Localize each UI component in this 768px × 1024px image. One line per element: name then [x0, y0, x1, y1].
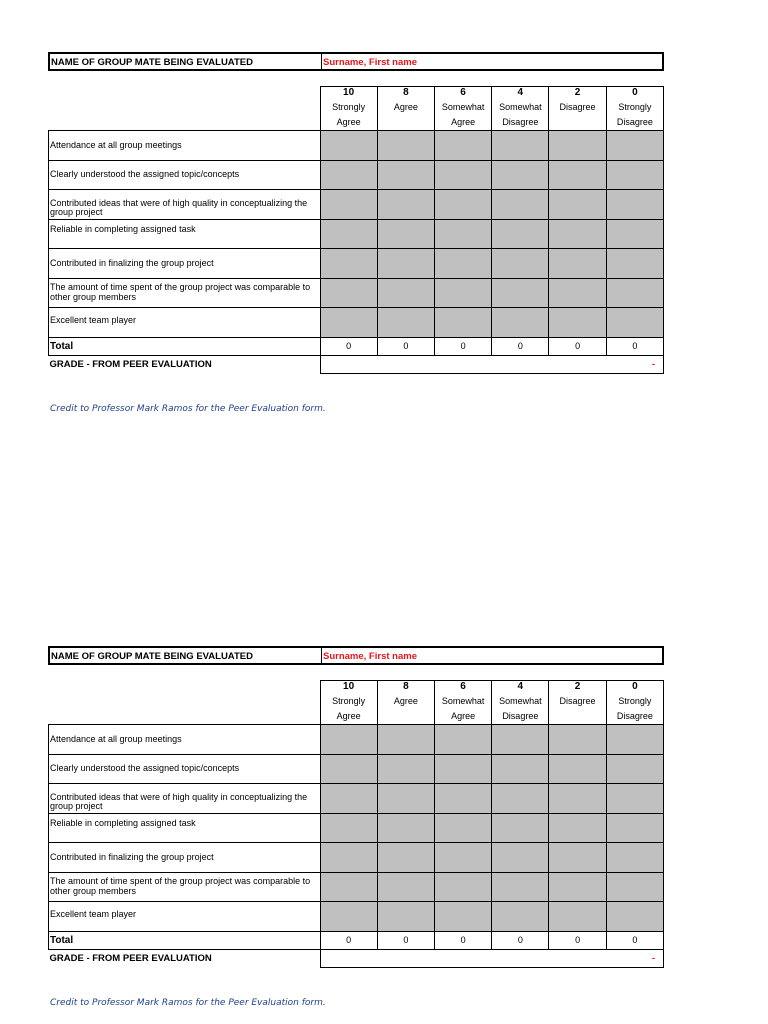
criterion-row	[49, 843, 664, 873]
rating-cell[interactable]	[320, 278, 377, 308]
criterion-label: Contributed in finalizing the group project	[49, 843, 321, 873]
rating-cell[interactable]	[606, 249, 663, 279]
criterion-row	[49, 131, 664, 161]
rating-cell[interactable]	[492, 872, 549, 902]
rating-cell[interactable]	[492, 249, 549, 279]
rating-cell[interactable]	[492, 725, 549, 755]
rating-cell[interactable]	[549, 813, 606, 843]
score-header: 2	[549, 87, 606, 100]
rating-cell[interactable]	[320, 843, 377, 873]
score-header: 8	[377, 87, 434, 100]
rating-cell[interactable]	[492, 160, 549, 190]
rating-cell[interactable]	[606, 190, 663, 220]
criterion-label: Clearly understood the assigned topic/concepts	[49, 754, 321, 784]
total-label: Total	[49, 337, 321, 355]
rating-cell[interactable]	[434, 872, 491, 902]
rating-cell[interactable]	[377, 308, 434, 338]
descriptor-header: Strongly Agree	[320, 100, 377, 131]
rating-cell[interactable]	[320, 813, 377, 843]
rating-cell[interactable]	[549, 278, 606, 308]
criterion-label: Contributed ideas that were of high quality in conceptualizing the group project	[49, 784, 321, 814]
rating-cell[interactable]	[377, 754, 434, 784]
rating-cell[interactable]	[320, 219, 377, 249]
rating-cell[interactable]	[377, 902, 434, 932]
total-value: 0	[320, 931, 377, 949]
rating-cell[interactable]	[549, 843, 606, 873]
total-row	[49, 337, 664, 355]
rating-cell[interactable]	[549, 131, 606, 161]
rating-cell[interactable]	[492, 902, 549, 932]
criterion-row	[49, 902, 664, 932]
criterion-row	[49, 219, 664, 249]
descriptor-header: Agree	[377, 100, 434, 131]
rating-cell[interactable]	[549, 725, 606, 755]
rating-cell[interactable]	[320, 308, 377, 338]
score-header: 4	[492, 681, 549, 694]
criterion-row	[49, 160, 664, 190]
rating-cell[interactable]	[606, 813, 663, 843]
name-label: NAME OF GROUP MATE BEING EVALUATED	[50, 54, 322, 69]
evaluation-grid	[48, 86, 664, 374]
total-value: 0	[492, 337, 549, 355]
descriptor-header: Disagree	[549, 694, 606, 725]
descriptor-header: Somewhat Agree	[434, 100, 491, 131]
criterion-row	[49, 249, 664, 279]
rating-cell[interactable]	[377, 843, 434, 873]
criterion-row	[49, 278, 664, 308]
total-value: 0	[549, 337, 606, 355]
descriptor-header: Strongly Disagree	[606, 100, 663, 131]
rating-cell[interactable]	[492, 278, 549, 308]
descriptor-header: Agree	[377, 694, 434, 725]
criterion-label: The amount of time spent of the group project was comparable to other group members	[49, 278, 321, 308]
rating-cell[interactable]	[492, 754, 549, 784]
rating-cell[interactable]	[492, 131, 549, 161]
grade-label: GRADE - FROM PEER EVALUATION	[49, 355, 321, 373]
descriptor-header: Strongly Agree	[320, 694, 377, 725]
grade-value: -	[320, 949, 664, 967]
criterion-label: Contributed ideas that were of high quality in conceptualizing the group project	[49, 190, 321, 220]
rating-cell[interactable]	[320, 160, 377, 190]
rating-cell[interactable]	[434, 725, 491, 755]
rating-cell[interactable]	[606, 902, 663, 932]
criterion-row	[49, 784, 664, 814]
rating-cell[interactable]	[434, 754, 491, 784]
rating-cell[interactable]	[320, 725, 377, 755]
rating-cell[interactable]	[492, 308, 549, 338]
criterion-row	[49, 813, 664, 843]
rating-cell[interactable]	[377, 131, 434, 161]
criterion-row	[49, 872, 664, 902]
rating-cell[interactable]	[434, 219, 491, 249]
rating-cell[interactable]	[492, 219, 549, 249]
name-row	[48, 52, 664, 71]
peer-evaluation-form-1	[48, 52, 664, 370]
name-value-field[interactable]: Surname, First name	[323, 57, 417, 68]
rating-cell[interactable]	[606, 160, 663, 190]
rating-cell[interactable]	[549, 190, 606, 220]
rating-cell[interactable]	[492, 190, 549, 220]
total-row	[49, 931, 664, 949]
rating-cell[interactable]	[377, 219, 434, 249]
rating-cell[interactable]	[320, 190, 377, 220]
descriptor-header: Somewhat Disagree	[492, 694, 549, 725]
score-header: 0	[606, 681, 663, 694]
score-header: 10	[320, 681, 377, 694]
score-header: 8	[377, 681, 434, 694]
rating-cell[interactable]	[434, 249, 491, 279]
total-value: 0	[377, 931, 434, 949]
rating-cell[interactable]	[434, 843, 491, 873]
score-header: 10	[320, 87, 377, 100]
criterion-row	[49, 190, 664, 220]
credit-note: Credit to Professor Mark Ramos for the Peer Evaluation form.	[50, 404, 326, 414]
rating-cell[interactable]	[492, 843, 549, 873]
descriptor-header: Strongly Disagree	[606, 694, 663, 725]
evaluation-grid	[48, 680, 664, 968]
rating-cell[interactable]	[320, 249, 377, 279]
rating-cell[interactable]	[606, 131, 663, 161]
rating-cell[interactable]	[549, 754, 606, 784]
criterion-label: Attendance at all group meetings	[49, 725, 321, 755]
score-header: 6	[434, 681, 491, 694]
rating-cell[interactable]	[434, 278, 491, 308]
descriptor-header: Somewhat Disagree	[492, 100, 549, 131]
rating-cell[interactable]	[434, 131, 491, 161]
total-value: 0	[606, 931, 663, 949]
rating-cell[interactable]	[377, 872, 434, 902]
rating-cell[interactable]	[434, 190, 491, 220]
rating-cell[interactable]	[377, 190, 434, 220]
name-row	[48, 646, 664, 665]
criterion-label: Excellent team player	[49, 308, 321, 338]
rating-cell[interactable]	[377, 784, 434, 814]
total-value: 0	[377, 337, 434, 355]
rating-cell[interactable]	[549, 784, 606, 814]
criterion-label: Attendance at all group meetings	[49, 131, 321, 161]
criterion-label: Clearly understood the assigned topic/concepts	[49, 160, 321, 190]
credit-note: Credit to Professor Mark Ramos for the Peer Evaluation form.	[50, 998, 326, 1008]
rating-cell[interactable]	[434, 784, 491, 814]
score-header: 6	[434, 87, 491, 100]
rating-cell[interactable]	[606, 784, 663, 814]
score-header: 2	[549, 681, 606, 694]
rating-cell[interactable]	[606, 754, 663, 784]
rating-cell[interactable]	[377, 813, 434, 843]
criterion-label: Excellent team player	[49, 902, 321, 932]
rating-cell[interactable]	[549, 160, 606, 190]
criterion-row	[49, 754, 664, 784]
descriptor-header: Somewhat Agree	[434, 694, 491, 725]
criterion-label: Contributed in finalizing the group project	[49, 249, 321, 279]
criterion-label: The amount of time spent of the group project was comparable to other group members	[49, 872, 321, 902]
peer-evaluation-form-2	[48, 646, 664, 964]
rating-cell[interactable]	[606, 843, 663, 873]
rating-cell[interactable]	[549, 308, 606, 338]
rating-cell[interactable]	[492, 813, 549, 843]
rating-cell[interactable]	[434, 813, 491, 843]
grade-label: GRADE - FROM PEER EVALUATION	[49, 949, 321, 967]
rating-cell[interactable]	[549, 219, 606, 249]
rating-cell[interactable]	[377, 725, 434, 755]
rating-cell[interactable]	[606, 872, 663, 902]
grade-row	[49, 355, 664, 373]
total-value: 0	[549, 931, 606, 949]
criterion-row	[49, 725, 664, 755]
total-value: 0	[434, 337, 491, 355]
rating-cell[interactable]	[606, 725, 663, 755]
total-label: Total	[49, 931, 321, 949]
rating-cell[interactable]	[606, 308, 663, 338]
rating-cell[interactable]	[434, 160, 491, 190]
score-header: 4	[492, 87, 549, 100]
total-value: 0	[434, 931, 491, 949]
total-value: 0	[492, 931, 549, 949]
rating-cell[interactable]	[320, 784, 377, 814]
rating-cell[interactable]	[434, 902, 491, 932]
name-label: NAME OF GROUP MATE BEING EVALUATED	[50, 648, 322, 663]
rating-cell[interactable]	[606, 278, 663, 308]
rating-cell[interactable]	[320, 872, 377, 902]
grade-value: -	[320, 355, 664, 373]
rating-cell[interactable]	[377, 160, 434, 190]
rating-cell[interactable]	[320, 754, 377, 784]
rating-cell[interactable]	[377, 249, 434, 279]
total-value: 0	[606, 337, 663, 355]
rating-cell[interactable]	[549, 249, 606, 279]
criterion-row	[49, 308, 664, 338]
rating-cell[interactable]	[434, 308, 491, 338]
criterion-label: Reliable in completing assigned task	[49, 813, 321, 843]
total-value: 0	[320, 337, 377, 355]
rating-cell[interactable]	[606, 219, 663, 249]
criterion-label: Reliable in completing assigned task	[49, 219, 321, 249]
rating-cell[interactable]	[549, 872, 606, 902]
rating-cell[interactable]	[320, 131, 377, 161]
rating-cell[interactable]	[377, 278, 434, 308]
rating-cell[interactable]	[492, 784, 549, 814]
grade-row	[49, 949, 664, 967]
score-header: 0	[606, 87, 663, 100]
rating-cell[interactable]	[320, 902, 377, 932]
name-value-field[interactable]: Surname, First name	[323, 651, 417, 662]
descriptor-header: Disagree	[549, 100, 606, 131]
rating-cell[interactable]	[549, 902, 606, 932]
